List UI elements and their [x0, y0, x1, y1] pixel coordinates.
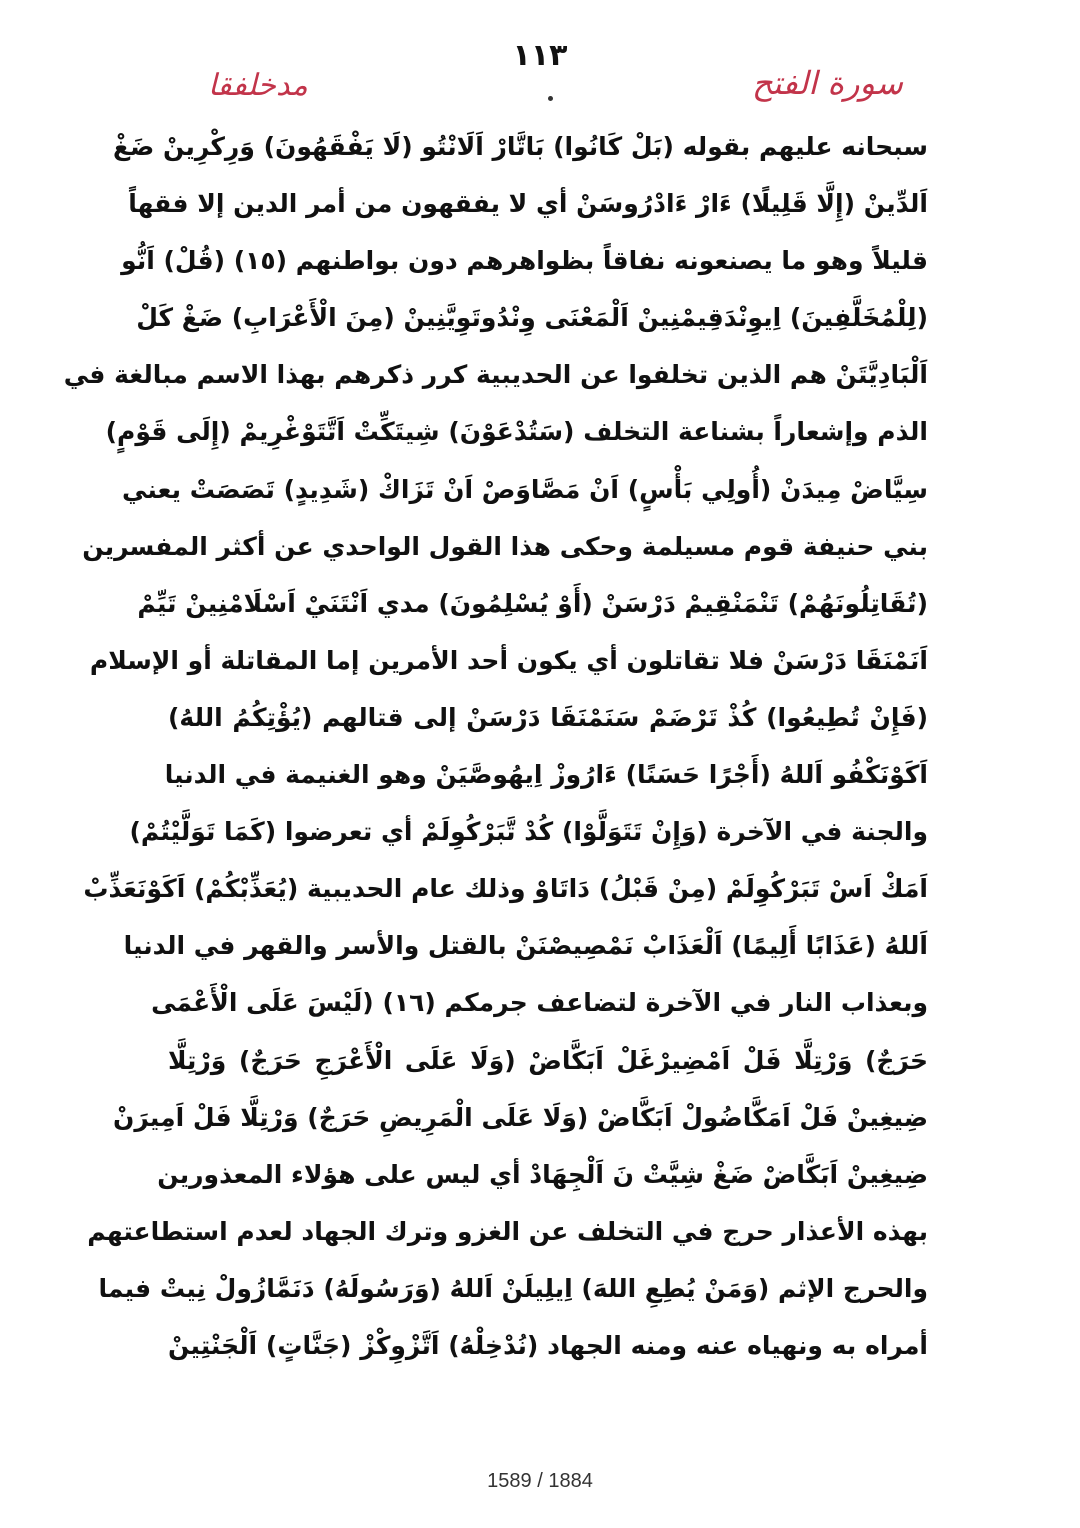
main-text-block [63, 118, 928, 1374]
margin-note-left: مدخلفقا [208, 68, 308, 103]
text-line: وبعذاب النار في الآخرة لتضاعف جرمكم (١٦) (لَيْسَ عَلَى الْأَعْمَى [151, 988, 928, 1018]
text-line: سبحانه عليهم بقوله (بَلْ كَانُوا) بَاتَّارْ اَلَانْتُو (لَا يَفْقَهُونَ) وَرِكْرِينْ ضَغْ [113, 132, 928, 161]
margin-dot [548, 96, 553, 101]
text-line: ضِيغِينْ فَلْ اَمَكَّاضُولْ اَبَكَّاضْ (وَلَا عَلَى الْمَرِيضِ حَرَجٌ) وَرْتِلَّا فَلْ اَمِيرَنْ [113, 1102, 928, 1132]
text-line: (تُقَاتِلُونَهُمْ) تَنْمَنْقِيمْ دَرْسَنْ (أَوْ يُسْلِمُونَ) مدي اَنْتَنَيْ اَسْلَامْنِينْ تَيِّمْ [137, 588, 928, 618]
text-line: ضِيغِينْ اَبَكَّاضْ ضَغْ شِيَّتْ نَ اَلْجِهَادْ أي ليس على هؤلاء المعذورين [157, 1159, 928, 1189]
margin-note-right: سورة الفتح [752, 64, 903, 102]
page-number: ١١٣ [512, 38, 568, 73]
text-line: قليلاً وهو ما يصنعونه نفاقاً بظواهرهم دون بواطنهم (١٥) (قُلْ) اَنُّو [121, 246, 928, 276]
page-counter: 1589 / 1884 [487, 1470, 593, 1492]
text-line: والحرج الإثم (وَمَنْ يُطِعِ اللهَ) اِيلِيلَنْ اَللهُ (وَرَسُولَهُ) دَنَمَّازُولْ نِيتْ فيما [98, 1273, 928, 1303]
text-line: سِيَّاضْ مِيدَنْ (أُولِي بَأْسٍ) اَنْ مَصَّاوَصْ اَنْ تَزَاكْ (شَدِيدٍ) تَصَصَتْ يعني [122, 474, 928, 504]
text-line: الذم وإشعاراً بشناعة التخلف (سَتُدْعَوْنَ) شِيتَكِّتْ اَتَّتَوْغْرِيمْ (إِلَى قَوْمٍ) [105, 417, 928, 447]
text-line: بني حنيفة قوم مسيلمة وحكى هذا القول الواحدي عن أكثر المفسرين [82, 531, 928, 561]
text-line: اَلْبَادِيَّتَنْ هم الذين تخلفوا عن الحديبية كرر ذكرهم بهذا الاسم مبالغة في [63, 360, 928, 390]
text-line: والجنة في الآخرة (وَإِنْ تَتَوَلَّوْا) كُدْ تَّبَرْكُوِلَمْ أي تعرضوا (كَمَا تَوَلَّيْتُمْ) [129, 817, 928, 847]
text-line: (لِلْمُخَلَّفِينَ) اِيوِنْدَقِيمْنِينْ اَلْمَعْنَى وِنْدُوتَوِيَّنِينْ (مِنَ الْأَعْرَابِ) ضَغْ كَلْ [136, 303, 928, 333]
text-line: بهذه الأعذار حرج في التخلف عن الغزو وترك الجهاد لعدم استطاعتهم [87, 1216, 928, 1246]
text-line: حَرَجٌ) وَرْتِلَّا فَلْ اَمْضِيرْغَلْ اَبَكَّاضْ (وَلَا عَلَى الْأَعْرَجِ حَرَجٌ) وَرْتِلَّا [168, 1045, 928, 1075]
text-line: اَللهُ (عَذَابًا أَلِيمًا) اَلْعَذَابْ نَمْصِيصْنَنْ بالقتل والأسر والقهر في الدنيا [123, 931, 928, 961]
text-line: اَنَمْنَقَا دَرْسَنْ فلا تقاتلون أي يكون أحد الأمرين إما المقاتلة أو الإسلام [89, 645, 928, 675]
text-line: اَكَوْنَكْفُو اَللهُ (أَجْرًا حَسَنًا) ءَارُوزْ اِيهُوصَّيَنْ وهو الغنيمة في الدنيا [164, 760, 928, 790]
text-line: (فَإِنْ تُطِيعُوا) كُذْ تَرْضَمْ سَنَمْنَقَا دَرْسَنْ إلى قتالهم (يُؤْتِكُمُ اللهُ) [168, 702, 928, 732]
text-line: اَمَكْ اَسْ تَبَرْكُوِلَمْ (مِنْ قَبْلُ) دَاتَاوْ وذلك عام الحديبية (يُعَذِّبْكُمْ) اَكَوْنَعَذِّبْ [83, 874, 928, 904]
text-line: اَلدِّينْ (إِلَّا قَلِيلًا) ءَارْ ءَادْرُوسَنْ أي لا يفقهون من أمر الدين إلا فقهاً [128, 189, 928, 219]
text-line: أمراه به ونهياه عنه ومنه الجهاد (نُدْخِلْهُ) اَتَّزْوِكْزْ (جَنَّاتٍ) اَلْجَنْتِينْ [168, 1330, 928, 1360]
